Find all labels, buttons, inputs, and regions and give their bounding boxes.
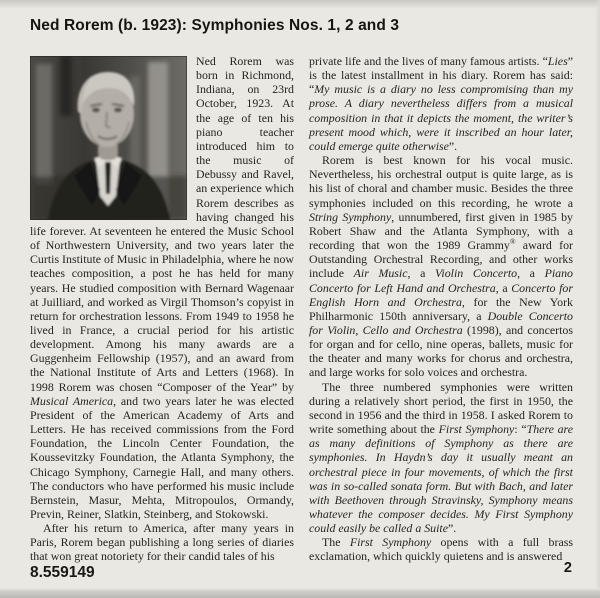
text-segment: , and two years later he was elected President of the American Academy of Arts and Letters. He has received commissions from the Ford Foundation, the Lincoln Center Foundation, the Koussevitzky Foundation, the Atlanta Symphony, the Chicago Symphony, Carnegie Hall, and many others. The conductors who have performed his music include Bernstein, Masur, Mehta, Mitropoulos, Ormandy, Previn, Reiner, Slatkin, Steinberg, and Stokowski. bbox=[30, 393, 294, 521]
text-segment: (1998), and concertos for organ and for cello, nine operas, ballets, music for the theater and many works for chorus and orchestra, and large works for solo voices and orchestra. bbox=[309, 322, 573, 380]
text-segment: opens with a full brass exclamation, which quickly quietens and is answered bbox=[309, 535, 573, 564]
text-segment: Double Concerto for Violin, Cello and Orchestra bbox=[309, 308, 573, 337]
text-segment: Musical America bbox=[30, 393, 114, 408]
text-segment: private life and the lives of many famous artists. “ bbox=[309, 54, 548, 68]
scan-edge-right bbox=[595, 0, 600, 598]
text-segment: award for Outstanding Orchestral Recording, and other works include bbox=[309, 238, 573, 281]
paragraph bbox=[309, 535, 573, 563]
text-segment: Ned Rorem was born in Richmond, Indiana, on 23rd October, 1923. At the age of ten his piano teacher introduced him to the music of Debussy and Ravel, an experience which Rorem describes as having changed his life forever. At seventeen he entered the Music School of Northwestern University, and two years later the Curtis Institute of Music in Philadelphia, where he now teaches composition, a post he has held for many years. He studied composition with Bernard Wagenaar at Juilliard, and worked as Virgil Thomson’s copyist in return for orchestration lessons. From 1949 to 1958 he lived in France, a crucial period for his artistic development. Among his many awards are a Guggenheim Fellowship (1957), and an award from the National Institute of Arts and Letters (1968). In 1998 Rorem was chosen “Composer of the Year” by bbox=[30, 54, 294, 394]
text-segment: After his return to America, after many years in Paris, Rorem began publishing a long series of diaries that won great notoriety for their candid tales of his bbox=[30, 521, 294, 564]
text-columns bbox=[30, 54, 573, 566]
page-number: 2 bbox=[563, 560, 572, 576]
text-segment: , unnumbered, first given in 1985 by Robert Shaw and the Atlanta Symphony, with a recording that won the 1989 Grammy bbox=[309, 209, 573, 253]
text-segment: Piano Concerto for Left Hand and Orchestra bbox=[309, 266, 573, 295]
text-segment: The three numbered symphonies were written during a relatively short period, the first in 1950, the second in 1956 and the third in 1958. I asked Rorem to write something about the bbox=[309, 379, 573, 437]
text-segment: Lies bbox=[547, 54, 568, 68]
text-segment: Air Music bbox=[353, 266, 408, 281]
paragraph bbox=[309, 54, 573, 153]
text-segment: Violin Concerto bbox=[435, 266, 518, 281]
page-title: Ned Rorem (b. 1923): Symphonies Nos. 1, 2 and 3 bbox=[30, 17, 400, 34]
text-segment: String Symphony bbox=[309, 209, 392, 224]
text-segment: ”. bbox=[448, 138, 458, 153]
text-segment: , a bbox=[407, 266, 436, 281]
text-segment: My music is a diary no less compromising than my prose. A diary nevertheless differs from a musical composition in that it depicts the moment, the writer’s present mood which, were it inscribed an hour later, could emerge quite otherwise bbox=[309, 82, 573, 153]
text-segment: First Symphony bbox=[349, 535, 432, 550]
text-segment: Rorem is best known for his vocal music. Nevertheless, his orchestral output is quite large, as is his list of choral and chamber music. Besides the three symphonies included on this recording, he wrote a bbox=[309, 153, 573, 210]
ned-rorem-photo bbox=[30, 56, 187, 220]
text-segment: , a bbox=[495, 280, 512, 295]
portrait-image bbox=[30, 56, 187, 220]
paragraph bbox=[30, 521, 294, 563]
text-segment: The bbox=[322, 535, 350, 550]
text-segment: ”. bbox=[448, 521, 457, 536]
left-column bbox=[30, 54, 294, 566]
text-segment: First Symphony bbox=[438, 422, 515, 437]
text-segment: , a bbox=[517, 266, 545, 281]
text-segment: : “ bbox=[514, 422, 527, 437]
right-column bbox=[309, 54, 573, 566]
paragraph bbox=[309, 153, 573, 380]
catalog-number: 8.559149 bbox=[30, 564, 95, 581]
text-segment: ” is the latest installment in his diary. Rorem has said: “ bbox=[309, 54, 573, 97]
text-segment: ® bbox=[509, 237, 516, 247]
scan-edge-top bbox=[0, 0, 600, 9]
text-segment: Concerto for English Horn and Orchestra bbox=[309, 280, 573, 309]
scan-edge-bottom bbox=[0, 588, 600, 598]
text-segment: , for the New York Philharmonic 150th anniversary, a bbox=[309, 294, 573, 323]
text-segment: There are as many definitions of Symphony as there are symphonies. In Haydn’s day it usually meant an orchestral piece in four movements, of which the first was in so-called sonata form. But with Bach, and later with Beethoven through Stravinsky, Symphony means whatever the composer decides. My First Symphony could easily be called a Suite bbox=[309, 422, 573, 536]
paragraph bbox=[309, 380, 573, 536]
